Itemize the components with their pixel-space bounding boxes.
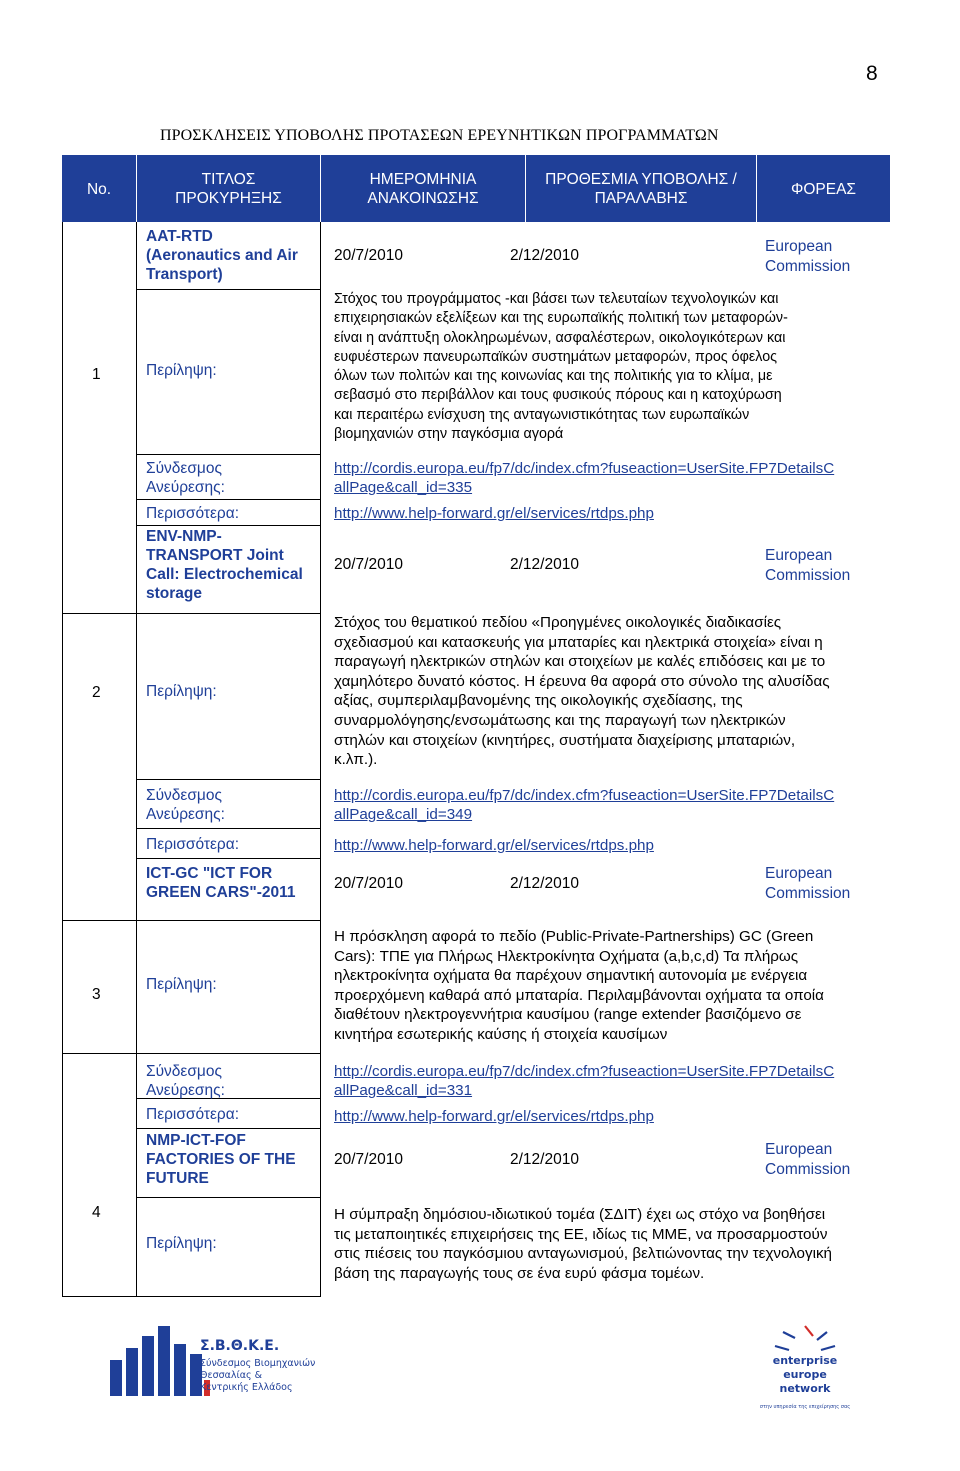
header-title: ΤΙΤΛΟΣ ΠΡΟΚΥΡΗΞΗΣ xyxy=(175,171,282,207)
row-number: 2 xyxy=(92,684,101,701)
cordis-link[interactable]: http://cordis.europa.eu/fp7/dc/index.cfm?fuseaction=UserSite.FP7DetailsC allPage&call_id=335 xyxy=(334,460,835,496)
call-summary: Στόχος του θεματικού πεδίου «Προηγμένες οικολογικές διαδικασίες σχεδιασμού και κατασκευής για μπαταρίες και ηλεκτρικά στοιχεία» είναι η παραγωγή ηλεκτρικών στηλών και στοιχείων με καλές επιδόσεις και με το χαμηλότερο δυνατό κόστος. Η έρευνα θα αφορά στο σύνολο της αλυσίδας αξίας, συμπεριλαμβανομένης της οικολογικής σχεδίασης, της συναρμολόγησης/ενσωμάτωσης και της παραγωγή των ηλεκτρικών στηλών και στοιχείων (κινητήρες, συστήματα διαχείρισης μπαταριών, κ.λπ.). xyxy=(334,614,830,769)
document-title: ΠΡΟΣΚΛΗΣΕΙΣ ΥΠΟΒΟΛΗΣ ΠΡΟΤΑΣΕΩΝ ΕΡΕΥΝΗΤΙΚΩΝ ΠΡΟΓΡΑΜΜΑΤΩΝ xyxy=(160,127,719,144)
deadline-date: 2/12/2010 xyxy=(510,556,579,573)
cordis-link[interactable]: http://cordis.europa.eu/fp7/dc/index.cfm?fuseaction=UserSite.FP7DetailsC allPage&call_id=349 xyxy=(334,787,835,823)
header-body: ΦΟΡΕΑΣ xyxy=(790,181,857,198)
header-deadline: ΠΡΟΘΕΣΜΙΑ ΥΠΟΒΟΛΗΣ / ΠΑΡΑΛΑΒΗΣ xyxy=(545,171,737,207)
call-title: NMP-ICT-FOF FACTORIES OF THE FUTURE xyxy=(146,1132,296,1187)
svg-text:europe: europe xyxy=(783,1368,827,1381)
call-title: ICT-GC "ICT FOR GREEN CARS"-2011 xyxy=(146,865,296,901)
deadline-date: 2/12/2010 xyxy=(510,1151,579,1168)
enterprise-europe-network-logo xyxy=(755,1312,855,1412)
call-title: AAT-RTD (Aeronautics and Air Transport) xyxy=(146,228,298,283)
more-label: Περισσότερα: xyxy=(146,1106,240,1123)
call-summary: Στόχος του προγράμματος -και βάσει των τελευταίων τεχνολογικών και επιχειρησιακών εξελίξεων και της ευρωπαϊκής πολιτική των μεταφορών- είναι η ανάπτυξη ολοκληρωμένων, ασφαλέστερων, οικολογικότερων και ευφυέστερων πανευρωπαϊκών συστημάτων μεταφορών, προς όφελος όλων των πολιτών και της κοινωνίας και της πολιτικής για το κλίμα, με σεβασμό στο περιβάλλον και τους φυσικούς πόρους και η κατοχύρωση και περαιτέρω ενίσχυση της ανταγωνιστικότητας των ευρωπαϊκών βιομηχανιών στην παγκόσμια αγορά xyxy=(334,291,788,443)
link-label: Σύνδεσμος Ανεύρεσης: xyxy=(146,460,225,496)
announce-date: 20/7/2010 xyxy=(334,1151,403,1168)
link-label: Σύνδεσμος Ανεύρεσης: xyxy=(146,1063,225,1099)
header-announce-date: ΗΜΕΡΟΜΗΝΙΑ ΑΝΑΚΟΙΝΩΣΗΣ xyxy=(367,171,479,207)
announce-date: 20/7/2010 xyxy=(334,875,403,892)
row-number: 3 xyxy=(92,986,101,1003)
page-number: 8 xyxy=(866,62,878,85)
svg-text:Θεσσαλίας &: Θεσσαλίας & xyxy=(200,1370,263,1381)
summary-label: Περίληψη: xyxy=(146,683,217,700)
svg-text:network: network xyxy=(779,1382,831,1395)
deadline-date: 2/12/2010 xyxy=(510,247,579,264)
summary-label: Περίληψη: xyxy=(146,1235,217,1252)
funding-body: European Commission xyxy=(765,1141,851,1178)
funding-body: European Commission xyxy=(765,865,851,902)
funding-body: European Commission xyxy=(765,238,851,275)
summary-label: Περίληψη: xyxy=(146,976,217,993)
svg-text:enterprise: enterprise xyxy=(772,1354,838,1367)
link-label: Σύνδεσμος Ανεύρεσης: xyxy=(146,787,225,823)
more-info-link[interactable]: http://www.help-forward.gr/el/services/rtdps.php xyxy=(334,837,654,854)
cordis-link[interactable]: http://cordis.europa.eu/fp7/dc/index.cfm?fuseaction=UserSite.FP7DetailsC allPage&call_id=331 xyxy=(334,1063,835,1099)
more-info-link[interactable]: http://www.help-forward.gr/el/services/rtdps.php xyxy=(334,505,654,522)
sbtke-logo xyxy=(108,1320,323,1400)
funding-body: European Commission xyxy=(765,547,851,584)
call-summary: Η πρόσκληση αφορά το πεδίο (Public-Private-Partnerships) GC (Green Cars): ΤΠΕ για Πλήρως Ηλεκτροκίνητα Οχήματα (a,b,c,d) Τα πλήρως ηλεκτροκίνητα οχήματα θα παρέχουν σημαντική αυτονομία με ενέργεια προερχόμενη καθαρά από μπαταρία. Περιλαμβάνονται οχήματα τα οποία διαθέτουν ηλεκτρογεννήτρια καυσίμου (range extender βασιζόμενο σε κινητήρα εσωτερικής καύσης ή στοιχεία καυσίμων xyxy=(334,928,824,1043)
announce-date: 20/7/2010 xyxy=(334,556,403,573)
call-summary: Η σύμπραξη δημόσιου-ιδιωτικού τομέα (ΣΔΙΤ) έχει ως στόχο να βοηθήσει τις μεταποιητικές επιχειρήσεις της ΕΕ, ιδίως τις ΜΜΕ, να προσαρμοστούν στις πιέσεις του παγκόσμιου ανταγωνισμού, βελτιώνοντας την τεχνολογική βάση της παραγωγής τους σε ένα ευρύ φάσμα τομέων. xyxy=(334,1206,832,1282)
more-label: Περισσότερα: xyxy=(146,505,240,522)
row-number: 1 xyxy=(92,366,101,383)
header-no: No. xyxy=(86,181,112,198)
announce-date: 20/7/2010 xyxy=(334,247,403,264)
call-title: ENV-NMP- TRANSPORT Joint Call: Electrochemical storage xyxy=(146,528,303,602)
svg-text:στην υπηρεσία της επιχείρησης: στην υπηρεσία της επιχείρησης σας xyxy=(759,1404,851,1410)
deadline-date: 2/12/2010 xyxy=(510,875,579,892)
row-number: 4 xyxy=(92,1204,101,1221)
svg-text:Σύνδεσμος Βιομηχανιών: Σύνδεσμος Βιομηχανιών xyxy=(200,1358,316,1369)
sbtke-name: Σ.Β.Θ.Κ.Ε. xyxy=(200,1338,280,1354)
more-label: Περισσότερα: xyxy=(146,836,240,853)
more-info-link[interactable]: http://www.help-forward.gr/el/services/rtdps.php xyxy=(334,1108,654,1125)
svg-text:Κεντρικής Ελλάδος: Κεντρικής Ελλάδος xyxy=(200,1382,293,1393)
summary-label: Περίληψη: xyxy=(146,362,217,379)
